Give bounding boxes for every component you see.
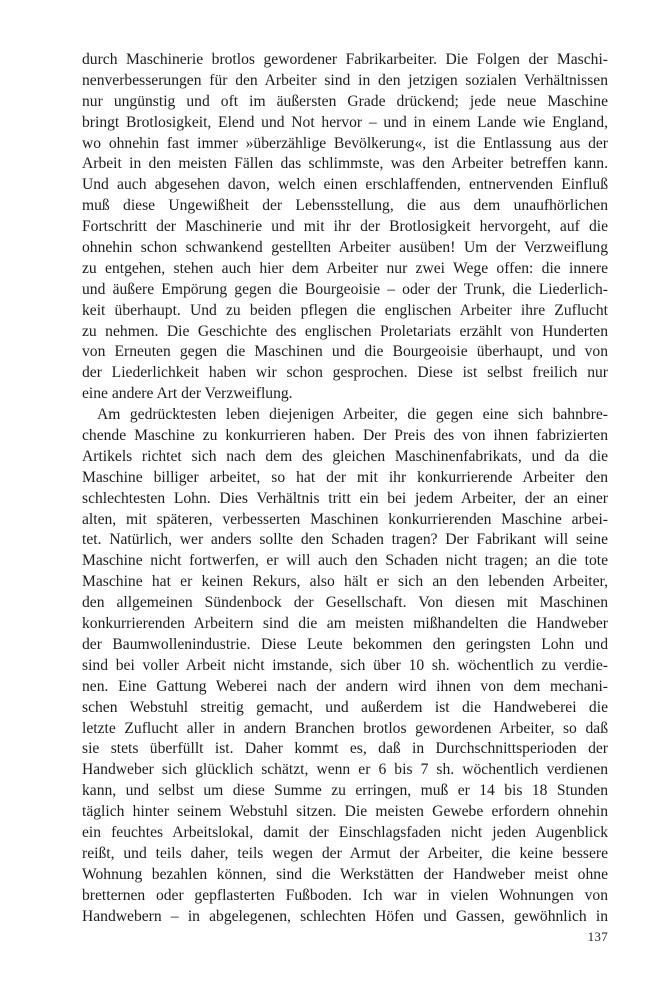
text-line: Wohnung bezahlen können, sind die Werkstätten der Handweber meist ohne <box>82 865 608 883</box>
text-line: nur ungünstig und oft im äußersten Grade drückend; jede neue Maschine <box>82 92 608 110</box>
page-number: 137 <box>587 929 608 944</box>
text-line: schen Webstuhl streitig gemacht, und außerdem ist die Handweberei die <box>82 698 608 716</box>
text-line: nenverbesserungen für den Arbeiter sind in den jetzigen sozialen Verhältnissen <box>82 71 608 89</box>
text-line: muß diese Ungewißheit der Lebensstellung, die aus dem unaufhörlichen <box>82 197 608 215</box>
text-line: schlechtesten Lohn. Dies Verhältnis tritt ein bei jedem Arbeiter, der an einer <box>82 489 608 507</box>
text-line: Artikels richtet sich nach dem des gleichen Maschinenfabrikats, und da die <box>82 447 608 465</box>
text-line: Arbeit in den meisten Fällen das schlimmste, was den Arbeiter betreffen kann. <box>82 155 608 173</box>
text-line: täglich hinter seinem Webstuhl sitzen. Die meisten Gewebe erfordern ohnehin <box>82 803 608 821</box>
text-line: ein feuchtes Arbeitslokal, damit der Einschlagsfaden nicht jeden Augenblick <box>82 823 608 841</box>
text-line: Maschine billiger arbeitet, so hat der mit ihr konkurrierende Arbeiter den <box>82 468 608 486</box>
text-line: zu entgehen, stehen auch hier dem Arbeiter nur zwei Wege offen: die innere <box>82 259 608 277</box>
text-line: nen. Eine Gattung Weberei nach der andern wird ihnen von dem mechani- <box>82 677 608 695</box>
text-line: reißt, und teils daher, teils wegen der Armut der Arbeiter, die keine bessere <box>82 844 608 862</box>
text-line: durch Maschinerie brotlos gewordener Fabrikarbeiter. Die Folgen der Maschi- <box>82 51 608 68</box>
text-line: der Baumwollenindustrie. Diese Leute bekommen den geringsten Lohn und <box>82 635 608 653</box>
paragraph-1 <box>82 50 608 405</box>
text-line: alten, mit späteren, verbesserten Maschinen konkurrierenden Maschine arbei- <box>82 510 608 528</box>
text-line: kann, und selbst um diese Summe zu erringen, muß er 14 bis 18 Stunden <box>82 782 608 800</box>
text-line: Handwebern – in abgelegenen, schlechten Höfen und Gassen, gewöhnlich in <box>82 907 608 925</box>
text-line: letzte Zuflucht aller in andern Branchen brotlos gewordenen Arbeiter, so daß <box>82 719 608 737</box>
text-line: bringt Brotlosigkeit, Elend und Not hervor – und in einem Lande wie England, <box>82 113 608 131</box>
text-line: sie stets überfüllt ist. Daher kommt es, daß in Durchschnittsperioden der <box>82 740 608 758</box>
text-line: der Liederlichkeit haben wir schon gesprochen. Diese ist selbst freilich nur <box>82 364 608 382</box>
text-line: tet. Natürlich, wer anders sollte den Schaden tragen? Der Fabrikant will seine <box>82 531 608 549</box>
text-line: von Erneuten gegen die Maschinen und die Bourgeoisie überhaupt, und von <box>82 343 608 361</box>
text-line: chende Maschine zu konkurrieren haben. Der Preis des von ihnen fabrizierten <box>82 427 608 445</box>
text-line: den allgemeinen Sündenbock der Gesellschaft. Von diesen mit Maschinen <box>82 594 608 612</box>
text-line: Maschine nicht fortwerfen, er will auch den Schaden nicht tragen; an die tote <box>82 552 608 570</box>
text-line: ohnehin schon schwankend gestellten Arbeiter ausüben! Um der Verzweiflung <box>82 239 608 257</box>
text-line: Handweber sich glücklich schätzt, wenn er 6 bis 7 sh. wöchentlich verdienen <box>82 761 608 779</box>
text-line: zu nehmen. Die Geschichte des englischen Proletariats erzählt von Hunderten <box>82 322 608 340</box>
page-body <box>82 50 608 927</box>
paragraph-2 <box>82 405 608 927</box>
text-line: sind bei voller Arbeit nicht imstande, sich über 10 sh. wöchentlich zu verdie- <box>82 656 608 674</box>
text-line: Und auch abgesehen davon, welch einen erschlaffenden, entnervenden Einfluß <box>82 176 608 194</box>
text-line: konkurrierenden Arbeitern sind die am meisten mißhandelten die Handweber <box>82 615 608 633</box>
text-line: Am gedrücktesten leben diejenigen Arbeiter, die gegen eine sich bahnbre- <box>97 406 608 424</box>
text-line: keit überhaupt. Und zu beiden pflegen die englischen Arbeiter ihre Zuflucht <box>82 301 608 319</box>
text-line: wo ohnehin fast immer »überzählige Bevölkerung«, ist die Entlassung aus der <box>82 134 608 152</box>
text-line: Fortschritt der Maschinerie und mit ihr der Brotlosigkeit hervorgeht, auf die <box>82 218 608 236</box>
text-line: Maschine hat er keinen Rekurs, also hält er sich an den lebenden Arbeiter, <box>82 573 608 591</box>
text-line: und äußere Empörung gegen die Bourgeoisie – oder der Trunk, die Liederlich- <box>82 280 608 298</box>
text-line: bretternen oder gepflasterten Fußboden. Ich war in vielen Wohnungen von <box>82 886 608 904</box>
text-line: eine andere Art der Verzweiflung. <box>82 385 293 403</box>
